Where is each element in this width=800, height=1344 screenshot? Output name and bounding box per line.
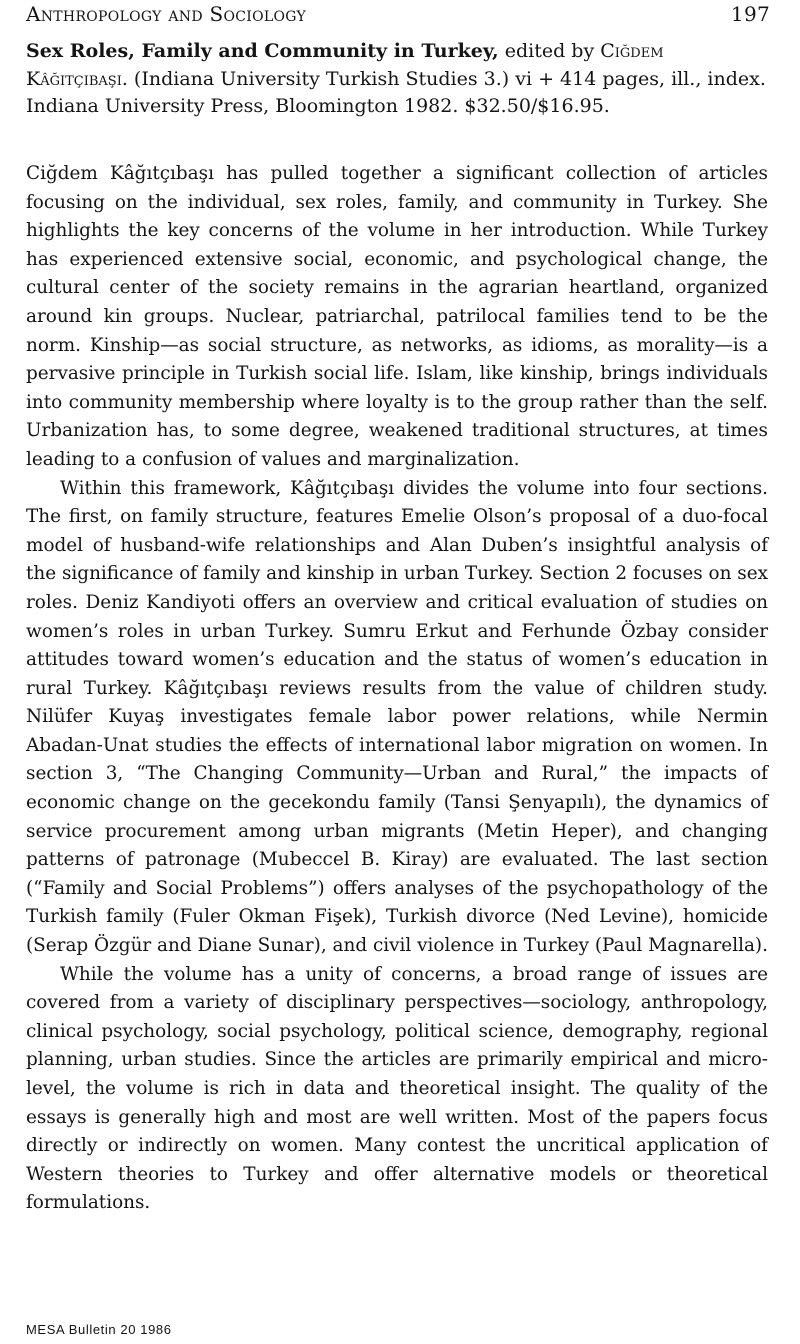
book-editor: Ciğdem Kâğitçibaşi. [26,40,664,90]
book-citation [26,38,768,121]
running-head [26,2,770,28]
page-number: 197 [730,2,770,26]
edited-by-label: edited by [498,40,601,62]
paragraph-1: Ciğdem Kâğıtçıbaşı has pulled together a significant collection of articles focusing on the individual, sex roles, family, and community in Turkey. She highlights the key concerns of the volume in her introduction. While Turkey has experienced extensive social, economic, and psychological change, the cultural center of the society remains in the agrarian heartland, organized around kin groups. Nuclear, patriarchal, patrilocal families tend to be the norm. Kinship—as social structure, as networks, as idioms, as morality—is a pervasive principle in Turkish social life. Islam, like kinship, brings individuals into community membership where loyalty is to the group rather than the self. Urbanization has, to some degree, weakened traditional structures, at times leading to a confusion of values and marginalization. [26,163,768,470]
review-body [26,160,768,1218]
paragraph-3: While the volume has a unity of concerns, a broad range of issues are covered from a variety of disciplinary perspectives—sociology, anthropology, clinical psychology, social psychology, political science, demography, regional planning, urban studies. Since the articles are primarily empirical and micro-level, the volume is rich in data and theoretical insight. The quality of the essays is generally high and most are well written. Most of the papers focus directly or indirectly on women. Many contest the uncritical application of Western theories to Turkey and offer alternative models or theoretical formulations. [26,963,768,1214]
book-title: Sex Roles, Family and Community in Turkey, [26,40,499,62]
paragraph-2: Within this framework, Kâğıtçıbaşı divides the volume into four sections. The first, on family structure, features Emelie Olson’s proposal of a duo-focal model of husband-wife relationships and Alan Duben’s insightful analysis of the significance of family and kinship in urban Turkey. Section 2 focuses on sex roles. Deniz Kandiyoti offers an overview and critical evaluation of studies on women’s roles in urban Turkey. Sumru Erkut and Ferhunde Özbay consider attitudes toward women’s education and the status of women’s education in rural Turkey. Kâğıtçıbaşı reviews results from the value of children study. Nilüfer Kuyaş investigates female labor power relations, while Nermin Abadan-Unat studies the effects of international labor migration on women. In section 3, “The Changing Community—Urban and Rural,” the impacts of economic change on the gecekondu family (Tansi Şenyapılı), the dynamics of service procurement among urban migrants (Metin Heper), and changing patterns of patronage (Mubeccel B. Kiray) are evaluated. The last section (“Family and Social Problems”) offers analyses of the psychopathology of the Turkish family (Fuler Okman Fişek), Turkish divorce (Ned Levine), homicide (Serap Özgür and Diane Sunar), and civil violence in Turkey (Paul Magnarella). [26,477,768,957]
journal-footer: MESA Bulletin 20 1986 [26,1322,172,1337]
section-title: Anthropology and Sociology [26,2,307,26]
book-details: (Indiana University Turkish Studies 3.) vi + 414 pages, ill., index. Indiana University Press, Bloomington 1982. $32.50/$16.95. [26,67,766,117]
